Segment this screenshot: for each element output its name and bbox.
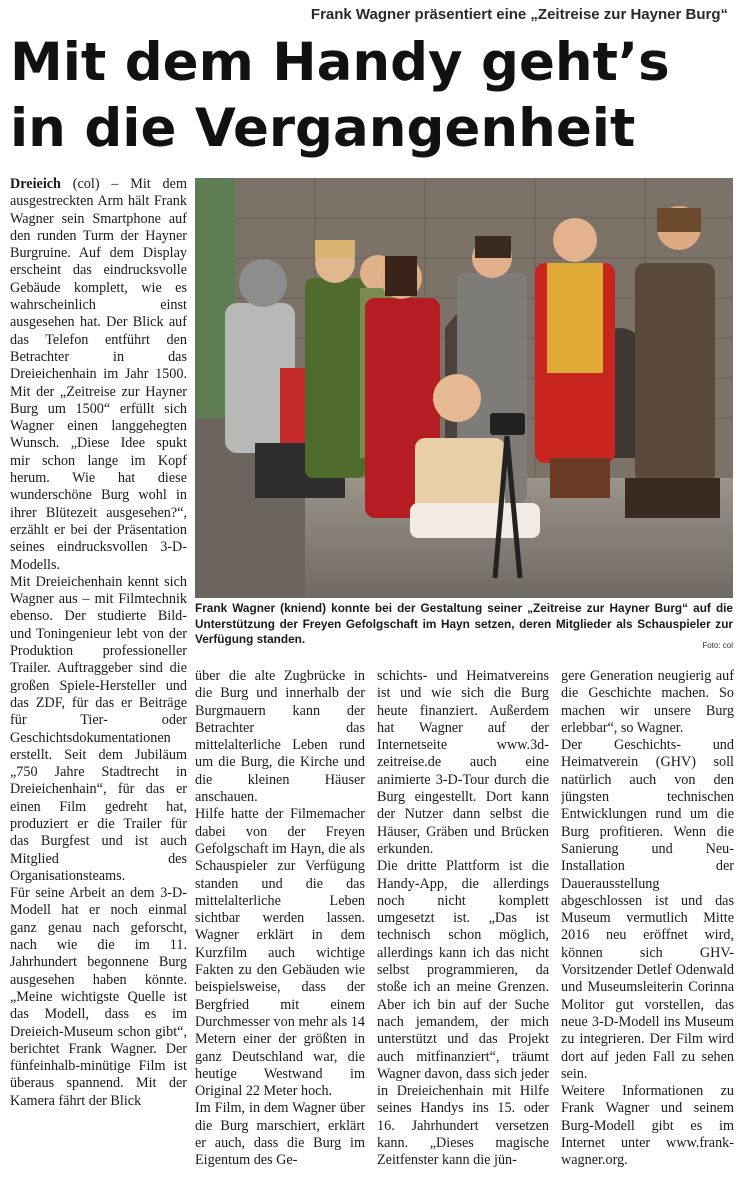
paragraph: Hilfe hatte der Filmemacher dabei von der Freyen Gefolgschaft im Hayn, die als Schauspieler zur Verfügung standen und die das mittelalterliche Leben sichtbar werden lassen. Wagner erklärt in dem Kurzfilm auch wichtige Fakten zu den Gebäuden wie beispielsweise, dass der Bergfried mit einem Durchmesser von mehr als 14 Metern einer der größten in ganz Deutschland war, die heutige Westwand im Original 22 Meter hoch. [195,806,365,1100]
photo-illustration [195,178,733,598]
paragraph [10,176,187,574]
article-column-4 [561,668,734,1184]
paragraph: Der Geschichts- und Heimatverein (GHV) soll natürlich auch von den jüngsten technischen Entwicklungen rund um die Burg profitieren. Wenn die Sanierung und Neu-Installation der Dauerausstellung abgeschlossen ist und das Museum vermutlich Mitte 2016 neu eröffnet wird, können sich GHV-Vorsitzender Detlef Odenwald und Museumsleiterin Corinna Molitor gut vorstellen, das neue 3-D-Modell ins Museum zu integrieren. Der Film wird dort auf jeden Fall zu sehen sein. [561,737,734,1082]
headline-line-2: in die Vergangenheit [10,98,636,159]
paragraph-text: (col) – Mit dem ausgestreckten Arm hält Frank Wagner sein Smartphone auf den runden Turm der Hayner Burgruine. Auf dem Display erscheint das eindrucksvolle Gebäude komplett, wie es wahrscheinlich einst ausgesehen hat. Der Blick auf das Telefon entführt den Betrachter in das Dreieichenhain im Jahr 1500. Mit der „Zeitreise zur Hayner Burg um 1500“ erfüllt sich Wagner einen langgehegten Wunsch. „Diese Idee spukt mir schon lange im Kopf herum. Wie hat diese wunderschöne Burg wohl in ihrer Blütezeit ausgesehen?“, erzählt er bei der Präsentation seines eindrucksvollen 3-D-Modells. [10,176,187,573]
paragraph: Weitere Informationen zu Frank Wagner und seinem Burg-Modell gibt es im Internet unter www.frank-wagner.org. [561,1083,734,1169]
article-photo [195,178,733,598]
paragraph: schichts- und Heimatvereins ist und wie sich die Burg heute finanziert. Außerdem hat Wagner auf der Internetseite www.3d-zeitreise.de auch eine animierte 3-D-Tour durch die Burg eingestellt. Dort kann der Nutzer dann selbst die Häuser, Gräben und Brücken erkunden. [377,668,549,857]
photo-caption: Frank Wagner (kniend) konnte bei der Gestaltung seiner „Zeitreise zur Hayner Burg“ auf die Unterstützung der Freyen Gefolgschaft im Hayn setzen, deren Mitglieder als Schauspieler zur Verfügung standen. [195,601,733,646]
paragraph: gere Generation neugierig auf die Geschichte machen. So machen wir unsere Burg erlebbar“, so Wagner. [561,668,734,736]
article-column-3 [377,668,549,1184]
photo-credit: Foto: col [702,641,733,650]
article-column-2 [195,668,365,1184]
dateline: Dreieich [10,176,61,192]
headline [10,30,735,162]
paragraph: Im Film, in dem Wagner über die Burg marschiert, erklärt er auch, dass die Burg im Eigentum des Ge- [195,1100,365,1169]
paragraph: Mit Dreieichenhain kennt sich Wagner aus – mit Filmtechnik ebenso. Der studierte Bild- und Toningenieur lebt von der Produktion professioneller Trailer. Auftraggeber sind die großen Spiele-Hersteller und das ZDF, für das er Beiträge für Tier- oder Geschichtsdokumentationen erstellt. Seit dem Jubiläum „750 Jahre Stadtrecht in Dreieichenhain“, für das er einen Film gedreht hat, produziert er die Trailer für das Burgfest und ist auch Mitglied des Organisationsteams. [10,573,187,884]
paragraph: Die dritte Plattform ist die Handy-App, die allerdings noch nicht komplett umgesetzt ist. „Das ist technisch schon möglich, allerdings kann ich das nicht selbst programmieren, da stoße ich an meine Grenzen. Aber ich bin auf der Suche nach jemandem, der mich unterstützt und das Projekt auch mitfinanziert“, träumt Wagner davon, dass sich jeder in Dreieichenhain mit Hilfe seines Handys ins 15. oder 16. Jahrhundert versetzen kann. „Dieses magische Zeitfenster kann die jün- [377,858,549,1169]
paragraph: über die alte Zugbrücke in die Burg und innerhalb der Burgmauern kann der Betrachter das mittelalterliche Leben rund um die Burg, die Kirche und die kleinen Häuser anschauen. [195,668,365,806]
kicker-line: Frank Wagner präsentiert eine „Zeitreise zur Hayner Burg“ [310,6,728,23]
paragraph: Für seine Arbeit an dem 3-D-Modell hat er noch einmal ganz genau nach geforscht, nach wie die im 11. Jahrhundert begonnene Burg ausgesehen haben könnte. „Meine wichtigste Quelle ist das Modell, dass es im Dreieich-Museum schon gibt“, berichtet Frank Wagner. Der fünfeinhalb-minütige Film ist überaus spannend. Mit der Kamera fährt der Blick [10,885,187,1109]
article-column-1 [10,176,187,1184]
headline-line-1: Mit dem Handy geht’s [10,32,670,93]
